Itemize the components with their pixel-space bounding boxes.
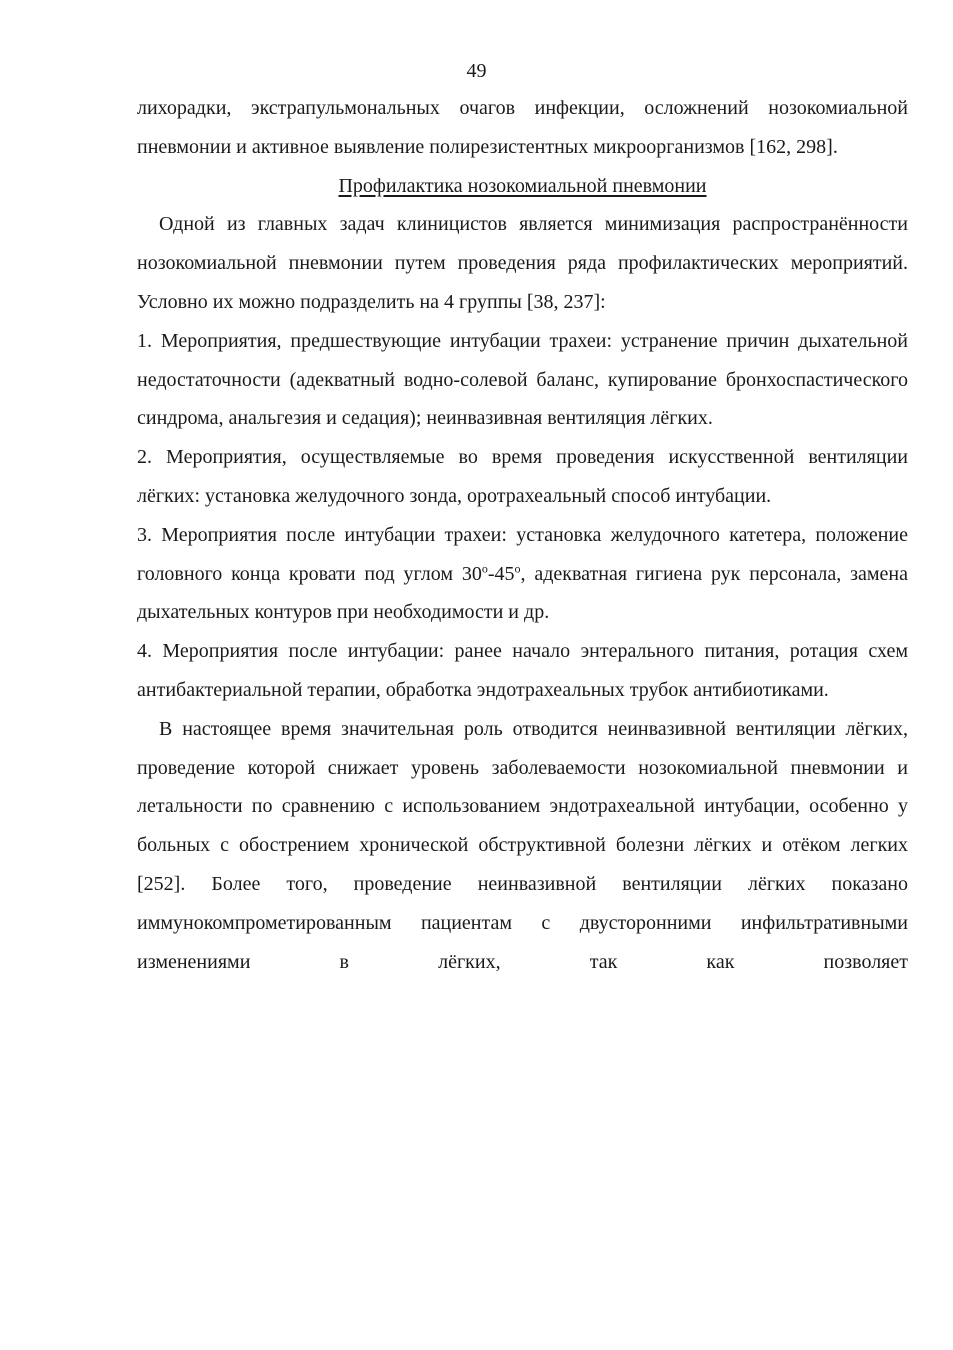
list-item-3 [137, 516, 908, 632]
paragraph-niv: В настоящее время значительная роль отводится неинвазивной вентиляции лёгких, проведение которой снижает уровень заболеваемости нозокомиальной пневмонии и летальности по сравнению с использованием эндотрахеальной интубации, особенно у больных с обострением хронической обструктивной болезни лёгких и отёком легких [252]. Более того, проведение неинвазивной вентиляции лёгких показано иммунокомпрометированным пациентам с двусторонними инфильтративными изменениями в лёгких, так как позволяет [137, 717, 908, 973]
degree-sign-2: о [514, 560, 521, 575]
list-item-4: 4. Мероприятия после интубации: ранее начало энтерального питания, ротация схем антибактериальной терапии, обработка эндотрахеальных трубок антибиотиками. [137, 640, 908, 701]
list-item-3-text-b: -45 [487, 562, 515, 585]
degree-sign-1: о [481, 560, 488, 575]
paragraph-intro: Одной из главных задач клиницистов является минимизация распространённости нозокомиальной пневмонии путем проведения ряда профилактических мероприятий. Условно их можно подразделить на 4 группы [38, 237]: [137, 213, 908, 313]
page-number: 49 [466, 60, 487, 82]
list-item-3-text-c: , адекватная гигиена рук персонала, замена дыхательных контуров при необходимости и др. [137, 562, 909, 624]
paragraph-continuation: лихорадки, экстрапульмональных очагов инфекции, осложнений нозокомиальной пневмонии и активное выявление полирезистентных микроорганизмов [162, 298]. [137, 97, 908, 158]
list-item-2: 2. Мероприятия, осуществляемые во время проведения искусственной вентиляции лёгких: установка желудочного зонда, оротрахеальный способ интубации. [137, 446, 908, 507]
section-heading-text: Профилактика нозокомиальной пневмонии [338, 174, 707, 197]
list-item-1: 1. Мероприятия, предшествующие интубации трахеи: устранение причин дыхательной недостаточности (адекватный водно-солевой баланс, купирование бронхоспастического синдрома, анальгезия и седация); неинвазивная вентиляция лёгких. [137, 329, 908, 430]
text-body [137, 89, 908, 981]
list-item-3-text-a: 3. Мероприятия после интубации трахеи: установка желудочного катетера, положение головного конца кровати под углом 30 [137, 523, 908, 585]
section-heading [137, 167, 908, 206]
